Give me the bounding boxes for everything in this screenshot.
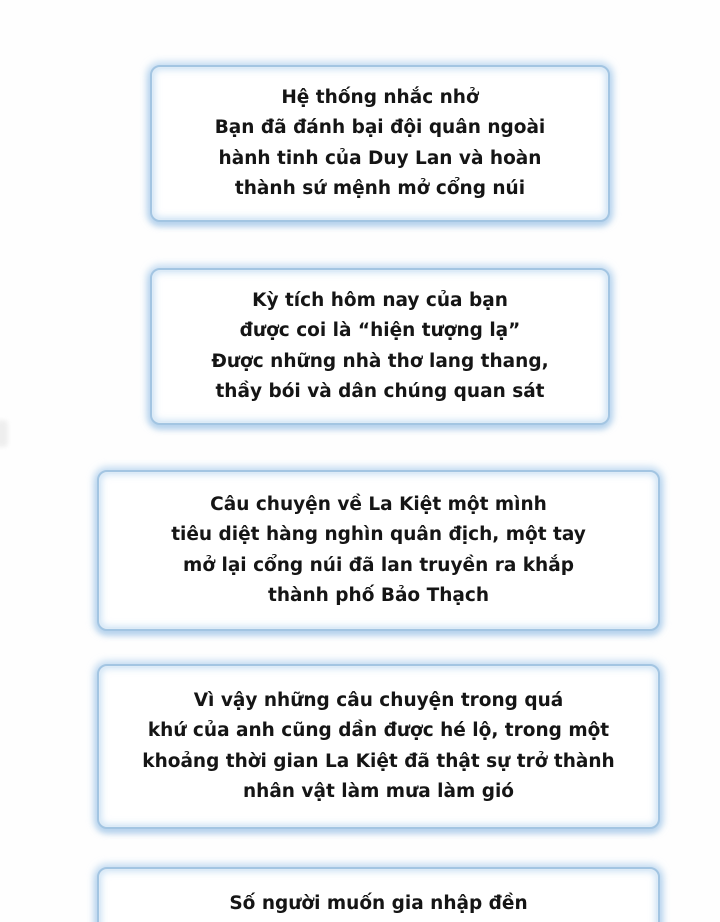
message-line: nhân vật làm mưa làm gió xyxy=(242,781,514,802)
page-edge-art-smudge xyxy=(0,420,8,447)
message-line: Bạn đã đánh bại đội quân ngoài xyxy=(214,117,546,138)
message-line: khứ của anh cũng dần được hé lộ, trong một xyxy=(147,720,610,741)
message-line: hành tinh của Duy Lan và hoàn xyxy=(218,147,542,169)
message-line: Được những nhà thơ lang thang, xyxy=(211,350,549,372)
message-line: được coi là “hiện tượng lạ” xyxy=(239,320,521,341)
message-line: thành phố Bảo Thạch xyxy=(268,585,489,606)
message-line: thầy bói và dân chúng quan sát xyxy=(215,381,545,402)
message-line: thành sứ mệnh mở cổng núi xyxy=(234,178,526,199)
message-line: Kỳ tích hôm nay của bạn xyxy=(252,289,508,311)
system-message-box-4 xyxy=(97,664,660,829)
message-line: Hệ thống nhắc nhở xyxy=(281,86,479,108)
message-line: Số người muốn gia nhập đền xyxy=(229,893,528,914)
message-line: mở lại cổng núi đã lan truyền ra khắp xyxy=(183,554,574,576)
message-line: Câu chuyện về La Kiệt một mình xyxy=(210,493,547,515)
system-message-box-5 xyxy=(97,867,660,922)
message-line: tiêu diệt hàng nghìn quân địch, một tay xyxy=(171,524,586,545)
system-message-box-1 xyxy=(150,65,610,222)
system-message-box-2 xyxy=(150,268,610,425)
message-line: Vì vậy những câu chuyện trong quá xyxy=(193,689,564,711)
message-line: khoảng thời gian La Kiệt đã thật sự trở thành xyxy=(142,750,615,772)
system-message-box-3 xyxy=(97,470,660,631)
